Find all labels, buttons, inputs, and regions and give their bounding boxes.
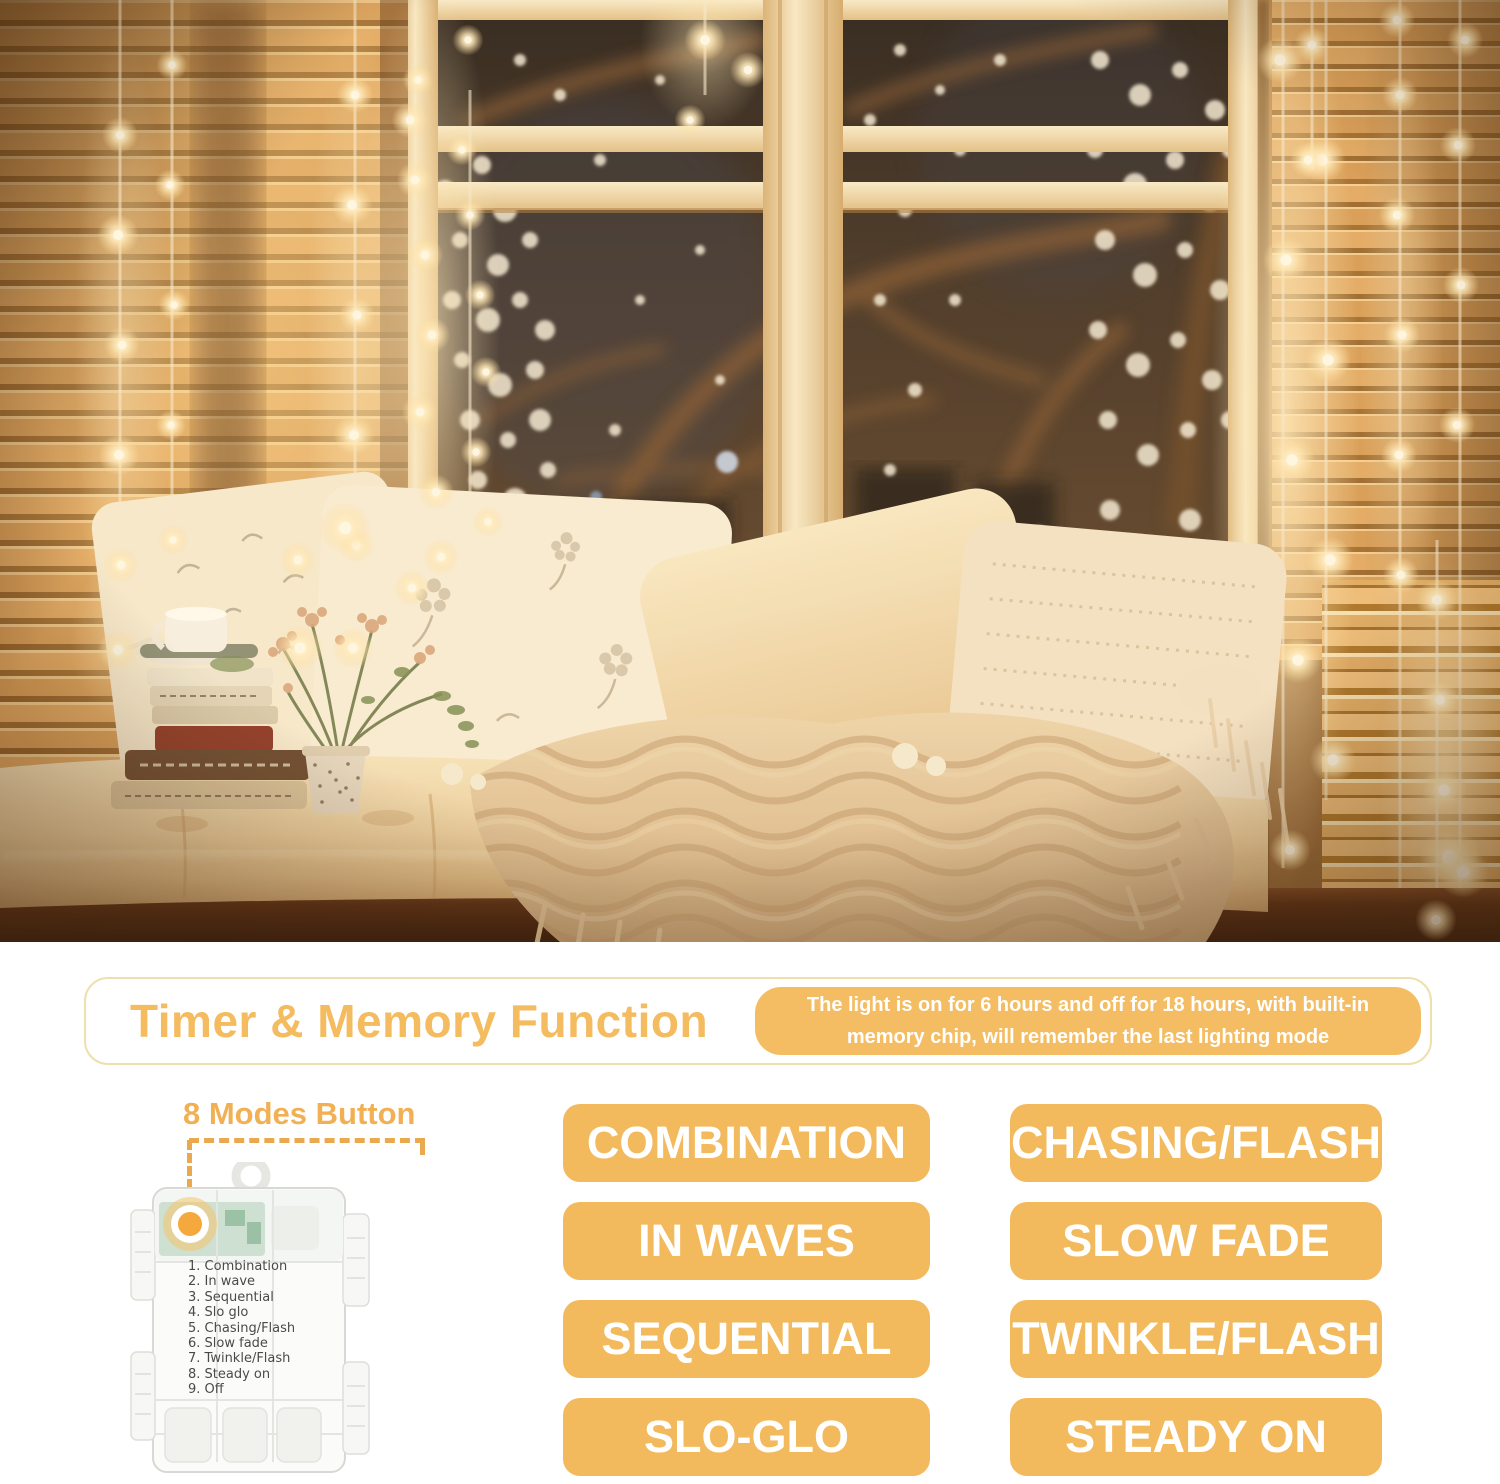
battery-mode-list <box>188 1259 295 1398</box>
battery-slots <box>165 1408 321 1462</box>
dashed-pointer-tick <box>420 1142 425 1155</box>
mode-button-combination: COMBINATION <box>563 1104 930 1182</box>
mode-button-twinkle-flash: TWINKLE/FLASH <box>1010 1300 1382 1378</box>
mode-list-item: 1. Combination <box>188 1259 288 1274</box>
mode-button-slo-glo: SLO-GLO <box>563 1398 930 1476</box>
dashed-pointer-horizontal <box>189 1138 425 1143</box>
banner-description-box <box>755 987 1421 1055</box>
mode-power-button <box>163 1197 217 1251</box>
mode-list-item: 3. Sequential <box>188 1289 274 1305</box>
mode-list-item: 8. Steady on <box>188 1366 271 1382</box>
timer-memory-banner <box>84 977 1432 1065</box>
mode-button-steady-on: STEADY ON <box>1010 1398 1382 1476</box>
banner-title: Timer & Memory Function <box>130 995 709 1047</box>
banner-description: The light is on for 6 hours and off for 18 hours, with built-in memory chip, will remember the last lighting mode <box>806 994 1370 1048</box>
modes-button-label: 8 Modes Button <box>183 1096 416 1131</box>
mode-list-item: 9. Off <box>188 1382 224 1398</box>
mode-button-slow-fade: SLOW FADE <box>1010 1202 1382 1280</box>
hanging-loop <box>236 1162 266 1191</box>
mode-button-in-waves: IN WAVES <box>563 1202 930 1280</box>
mode-list-item: 2. In wave <box>188 1274 256 1290</box>
mode-list-item: 7. Twinkle/Flash <box>188 1351 291 1367</box>
mode-list-item: 6. Slow fade <box>188 1336 268 1352</box>
mode-list-item: 5. Chasing/Flash <box>188 1320 296 1336</box>
mode-buttons-grid <box>563 1104 1382 1476</box>
mode-button-sequential: SEQUENTIAL <box>563 1300 930 1378</box>
mode-button-chasing-flash: CHASING/FLASH <box>1010 1104 1382 1182</box>
mode-list-item: 4. Slo glo <box>188 1305 249 1321</box>
